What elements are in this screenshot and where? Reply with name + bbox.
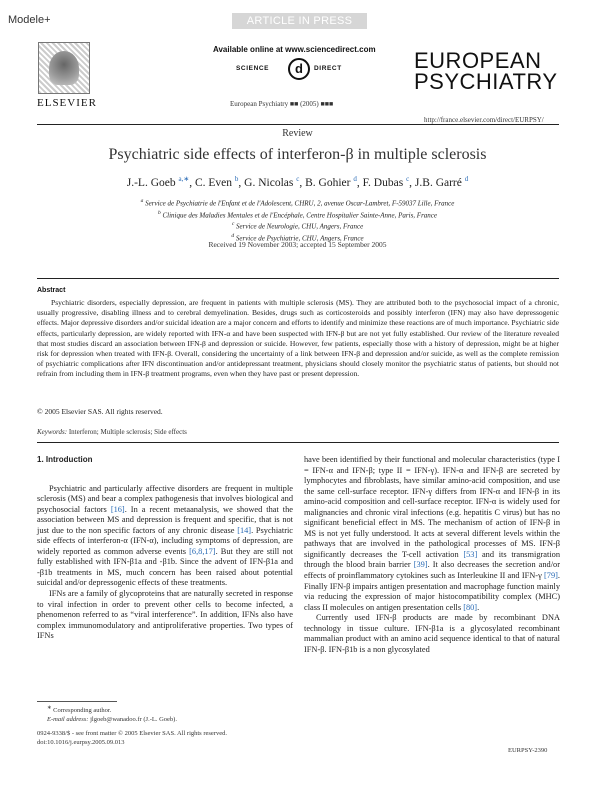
author-list: J.-L. Goeb $^{a,∗}$, C. Even $^b$, G. Nicolas $^c$, B. Gohier $^d$, F. Dubas $^c$, J.B. Garré $^d$ <box>126 175 469 189</box>
reference-link[interactable]: [14] <box>237 525 252 535</box>
issn-line: 0924-9338/$ - see front matter © 2005 Elsevier SAS. All rights reserved. <box>37 730 227 737</box>
author-name: C. Even <box>194 176 235 189</box>
author-affiliation-marker[interactable]: d <box>353 175 357 183</box>
affiliation-line: $^d$ Service de Psychiatrie, CHU, Angers, France <box>231 232 364 243</box>
top-bar <box>0 10 595 32</box>
journal-logo <box>414 50 558 92</box>
journal-citation: European Psychiatry ■■ (2005) ■■■ <box>230 100 334 108</box>
header-divider <box>37 124 559 125</box>
sd-left-word: SCIENCE <box>236 65 270 72</box>
author-affiliation-marker[interactable]: d <box>464 175 469 183</box>
affiliation-line: $^b$ Clinique des Maladies Mentales et de l'Encéphale, Centre Hospitalier Sainte-Anne, Paris, France <box>157 209 438 219</box>
reference-link[interactable]: [53] <box>463 549 478 559</box>
email-label: E-mail address: <box>47 715 89 723</box>
journal-logo-line1: EUROPEAN <box>414 48 542 73</box>
sciencedirect-logo <box>236 58 356 82</box>
journal-url-link[interactable]: http://france.elsevier.com/direct/EURPSY/ <box>424 116 544 124</box>
affiliations <box>0 197 595 244</box>
footnote-divider <box>37 701 117 702</box>
reference-link[interactable]: [79] <box>544 571 558 581</box>
intro-paragraph-2: IFNs are a family of glycoproteins that are naturally secreted in response to viral infection in order to prevent other cells to become infected, a phenomenon referred to as “viral interference”. In addition, IFNs also have complex immunomodulatory and antiproliferative properties. Two types of IFNs <box>37 589 293 641</box>
article-code: EURPSY-2390 <box>508 747 548 754</box>
author-name: G. Nicolas <box>244 176 297 189</box>
affiliation-line: $^a$ Service de Psychiatrie de l'Enfant et de l'Adolescent, CHRU, 2, avenue Oscar-Lambret, F-59037 Lille, France <box>140 198 455 208</box>
publisher-name: ELSEVIER <box>37 97 97 109</box>
article-title: Psychiatric side effects of interferon-β in multiple sclerosis <box>108 146 487 163</box>
intro-paragraph-3: have been identified by their functional and molecular characteristics (type I = IFN-α and IFN-β; type II = IFN-γ). IFN-α and IFN-β are secreted by lymphocytes and fibroblasts, have similar amino-acid composition, and use the same cell-surface receptor. IFN-γ differs from IFN-α and IFN-β in its amino-acid composition and cell-surface receptor. IFN-α is widely used for malignancies and chronic viral infections (e.g. hepatitis C virus) but has no significant beneficial effect in MS. The mechanism of action of IFN-β in MS is not yet fully understood. It acts at several different levels within the pathways that are involved in the pathological processes of MS. IFN-β significantly decreases the T-cell activation [53] and its transmigration through the blood brain barrier [39]. It also decreases the secretion and/or effects of proinflammatory cytokines such as Interleukine II and IFN-γ [79]. Finally IFN-β impairs antigen presentation and macrophage function mainly via reducing the expression of major histocompatibility complex (MHC) class II molecules on antigen presentation cells [80]. <box>304 455 560 612</box>
keywords-label: Keywords: <box>37 428 68 436</box>
section-heading: 1. Introduction <box>37 455 93 464</box>
doi-link[interactable]: doi:10.1016/j.eurpsy.2005.09.013 <box>37 738 125 746</box>
reference-link[interactable]: [6,8,17] <box>189 546 216 556</box>
affiliation-line: $^c$ Service de Neurologie, CHU, Angers, France <box>231 221 364 231</box>
keywords-list: Interferon; Multiple sclerosis; Side effects <box>68 428 187 436</box>
article-in-press-banner: ARTICLE IN PRESS <box>232 13 367 29</box>
intro-paragraph-4: Currently used IFN-β products are made by recombinant DNA technology in tissue culture. IFN-β1a is a glycosylated recombinant mammalian product with an amino acid sequence identical to that of natural IFN-β. IFN-β1b is a non glycosylated <box>304 613 560 654</box>
journal-logo-line2: PSYCHIATRY <box>414 69 558 94</box>
keywords-line <box>37 428 187 436</box>
copyright-line: © 2005 Elsevier SAS. All rights reserved. <box>37 407 163 416</box>
left-column <box>37 455 293 642</box>
body-divider <box>37 442 559 443</box>
author-name: J.-L. Goeb <box>126 176 179 189</box>
intro-paragraph-1: Psychiatric and particularly affective disorders are frequent in multiple sclerosis (MS) and bear a complex pathogenesis that involves biological and psychosocial factors [16]. In a recent metaanalysis, we showed that the association between MS and depression is frequent and specific, that is not just due to the non specific factors of any chronic disease [14]. Psychiatric side effects of interferon-α (IFN-α), including symptoms of depression, are widely reported as common adverse events [6,8,17]. But they are still not fully established with IFN-β1a and -β1b. Since the advent of IFN-β1a and -β1b treatments in MS, much concern has been raised about potential suicidal and/or depressogenic effects of these treatments. <box>37 483 294 588</box>
article-type: Review <box>282 128 313 139</box>
abstract-top-divider <box>37 278 559 279</box>
author-affiliation-marker[interactable]: b <box>234 175 239 183</box>
author-name: B. Gohier <box>305 176 354 189</box>
received-dates: Received 19 November 2003; accepted 15 September 2005 <box>208 240 387 249</box>
footnote-text: Corresponding author. <box>53 707 112 715</box>
author-name: F. Dubas <box>362 176 407 189</box>
abstract-body: Psychiatric disorders, especially depression, are frequent in patients with multiple sclerosis (MS). They are attributed both to the psychosocial impact of a chronic, usually progressive, disabling illness and to cerebral demyelination. Besides, drugs such as corticosteroids and possibly interferon (IFN) may also have depressogenic effects. Major depressive disorders and/or suicidal ideation are a major concern and efforts to identify and minimize these reactions are of much importance. Psychiatric side effects, particularly depression, are widely reported with IFN-α and have been suspected with IFN-β but are not yet fully established. Our review of the literature revealed that most studies discard an association between IFN-β and depression or suicide. However, few patients, especially those with a history of depression, might be at higher risk for depression when treated with IFN-β. Overall, considering the uncertainty of a link between IFN-β and depression and/or suicide, as well as the complete remission of psychiatric complications after IFN discontinuation and/or antidepressant treatment, physicians should closely monitor the psychiatric status of patients, but should not refrain from including them in IFN-β treatment programs, even when they have past or present depression. <box>37 298 559 379</box>
available-online-text: Available online at www.sciencedirect.com <box>213 45 376 54</box>
reference-link[interactable]: [16] <box>110 504 125 514</box>
author-affiliation-marker[interactable]: c <box>406 175 410 183</box>
corresponding-author-footnote <box>47 704 177 724</box>
template-label: Modele+ <box>8 14 51 26</box>
footnote-marker: ∗ <box>47 705 52 711</box>
email-address-link[interactable]: jlgoeb@wanadoo.fr (J.-L. Goeb). <box>90 715 177 723</box>
sd-circle-icon: d <box>288 58 310 80</box>
right-column <box>304 455 560 655</box>
issn-block <box>37 730 227 747</box>
author-affiliation-marker[interactable]: a,∗ <box>178 175 190 183</box>
reference-link[interactable]: [39] <box>413 560 428 570</box>
abstract-heading: Abstract <box>37 287 66 294</box>
reference-link[interactable]: [80] <box>463 602 478 612</box>
elsevier-tree-logo <box>38 42 90 94</box>
author-name: J.B. Garré <box>414 176 465 189</box>
sd-right-word: DIRECT <box>314 65 342 72</box>
author-affiliation-marker[interactable]: c <box>296 175 300 183</box>
